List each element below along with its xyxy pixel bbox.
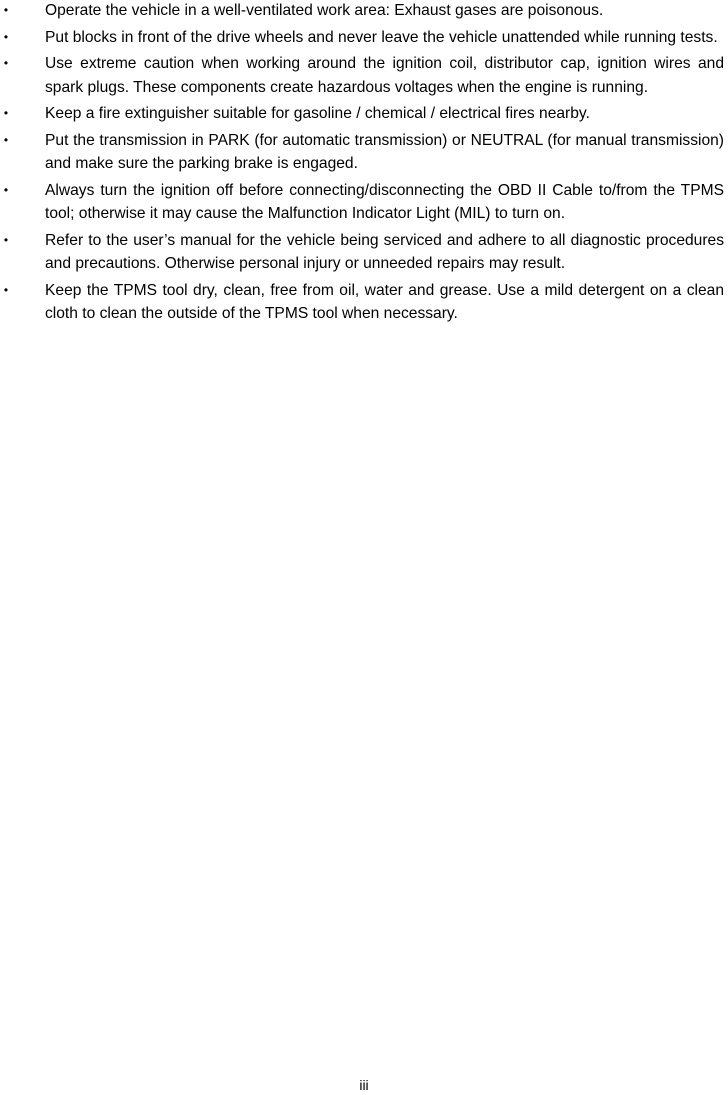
safety-precautions-list	[0, 0, 728, 329]
list-item	[0, 129, 728, 176]
list-item-text: Keep the TPMS tool dry, clean, free from oil, water and grease. Use a mild detergent on a clean cloth to clean the outside of the TPMS tool when necessary.	[45, 281, 724, 322]
bullet-icon: •	[3, 232, 9, 247]
bullet-icon: •	[3, 106, 9, 120]
bullet-icon: •	[3, 3, 9, 17]
list-item	[0, 102, 728, 126]
list-item	[0, 279, 728, 326]
list-item	[0, 52, 728, 99]
list-item	[0, 229, 728, 276]
list-item-text: Keep a fire extinguisher suitable for gasoline / chemical / electrical fires nearby.	[45, 105, 590, 122]
list-item	[0, 26, 728, 50]
page-number: iii	[359, 1077, 369, 1093]
bullet-icon: •	[3, 29, 9, 44]
list-item-text: Put the transmission in PARK (for automatic transmission) or NEUTRAL (for manual transmission) and make sure the parking brake is engaged.	[45, 131, 724, 172]
list-item-text: Operate the vehicle in a well-ventilated work area: Exhaust gases are poisonous.	[45, 2, 604, 19]
list-item-text: Always turn the ignition off before connecting/disconnecting the OBD II Cable to/from the TPMS tool; otherwise it may cause the Malfunction Indicator Light (MIL) to turn on.	[45, 181, 724, 222]
list-item	[0, 0, 728, 23]
list-item	[0, 179, 728, 226]
bullet-icon: •	[3, 56, 9, 70]
list-item-text: Put blocks in front of the drive wheels and never leave the vehicle unattended while running tests.	[45, 28, 718, 46]
bullet-icon: •	[3, 132, 9, 147]
bullet-icon: •	[3, 182, 9, 197]
list-item-text: Refer to the user’s manual for the vehicle being serviced and adhere to all diagnostic procedures and precautions. Otherwise personal injury or unneeded repairs may result.	[45, 231, 724, 272]
bullet-icon: •	[3, 282, 9, 297]
list-item-text: Use extreme caution when working around the ignition coil, distributor cap, ignition wires and spark plugs. These components create hazardous voltages when the engine is running.	[45, 55, 724, 96]
